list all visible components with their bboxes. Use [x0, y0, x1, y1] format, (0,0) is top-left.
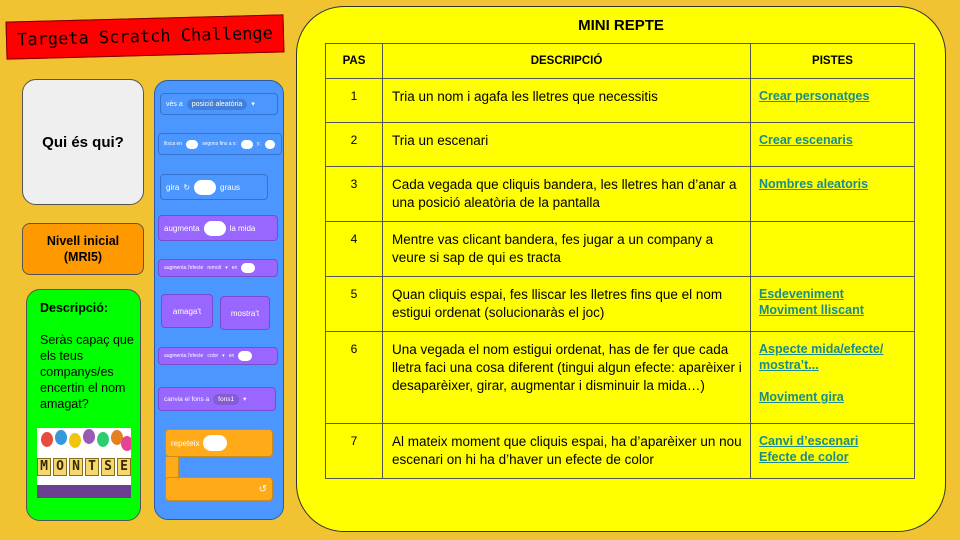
table-row [326, 332, 915, 424]
row-tips [751, 332, 915, 424]
header-descripcio: DESCRIPCIÓ [383, 44, 751, 79]
change-effect-block[interactable]: augmenta l'efecte remolí ▾ en [158, 259, 278, 277]
qui-es-qui-card [22, 79, 144, 205]
tip-link[interactable]: Esdeveniment [759, 287, 844, 301]
row-desc: Tria un escenari [383, 123, 751, 167]
row-num: 5 [326, 277, 383, 332]
row-tips [751, 222, 915, 277]
goto-block[interactable]: vés a posició aleatòria ▾ [160, 93, 278, 115]
table-row [326, 79, 915, 123]
row-tips [751, 277, 915, 332]
tip-link[interactable]: Moviment lliscant [759, 303, 864, 317]
nivell-line1: Nivell inicial [46, 234, 120, 248]
row-desc: Quan cliquis espai, fes lliscar les lletres fins que el nom estigui ordenat (solucionaràs el joc) [383, 277, 751, 332]
tip-link[interactable]: Aspecte mida/efecte/ mostra’t... [759, 342, 884, 372]
color-effect-block[interactable]: augmenta l'efecte color ▾ en [158, 347, 278, 365]
descripcio-title: Descripció: [40, 301, 109, 315]
row-num: 7 [326, 424, 383, 479]
mini-repte-panel [296, 6, 946, 532]
table-row [326, 123, 915, 167]
turn-block[interactable]: gira ↻ graus [160, 174, 268, 200]
row-tips [751, 79, 915, 123]
montse-letters: M O N T S E [37, 458, 131, 476]
steps-table [325, 43, 915, 479]
nivell-card [22, 223, 144, 275]
table-header-row [326, 44, 915, 79]
header-pistes: PISTES [751, 44, 915, 79]
tip-link[interactable]: Moviment gira [759, 390, 844, 404]
nivell-line2: (MRI5) [63, 250, 103, 264]
row-desc: Una vegada el nom estigui ordenat, has de fer que cada lletra faci una cosa diferent (tingui algun efecte: aparèixer i desaparèixer, girar, augmentar i disminuir la mida…) [383, 332, 751, 424]
row-desc: Tria un nom i agafa les lletres que necessitis [383, 79, 751, 123]
row-num: 3 [326, 167, 383, 222]
change-size-block[interactable]: augmenta la mida [158, 215, 278, 241]
row-num: 4 [326, 222, 383, 277]
table-row [326, 424, 915, 479]
tip-link[interactable]: Canvi d’escenari [759, 434, 859, 448]
repeat-block[interactable]: repeteix [165, 429, 273, 457]
tip-link[interactable]: Crear personatges [759, 89, 870, 103]
hide-block[interactable]: amaga't [161, 294, 213, 328]
row-desc: Al mateix moment que cliquis espai, ha d’aparèixer un nou escenari on hi ha d’haver un efecte de color [383, 424, 751, 479]
glide-block[interactable]: llisca en segons fins a x: y: [158, 133, 282, 155]
scratch-blocks-panel [154, 80, 284, 520]
qui-es-qui-label: Qui és qui? [42, 133, 124, 151]
descripcio-body: Seràs capaç que els teus companys/es encertin el nom amagat? [40, 333, 134, 411]
row-tips [751, 167, 915, 222]
descripcio-card [26, 289, 141, 521]
row-tips [751, 123, 915, 167]
table-row [326, 167, 915, 222]
table-row [326, 222, 915, 277]
row-tips [751, 424, 915, 479]
tip-link[interactable]: Nombres aleatoris [759, 177, 869, 191]
row-desc: Mentre vas clicant bandera, fes jugar a un company a veure si sap de qui es tracta [383, 222, 751, 277]
title-banner [6, 14, 285, 59]
row-num: 2 [326, 123, 383, 167]
switch-backdrop-block[interactable]: canvia el fons a fons1 ▾ [158, 387, 276, 411]
header-pas: PAS [326, 44, 383, 79]
row-num: 6 [326, 332, 383, 424]
repeat-block-end [165, 477, 273, 501]
panel-title: MINI REPTE [578, 17, 664, 34]
tip-link[interactable]: Crear escenaris [759, 133, 853, 147]
table-row [326, 277, 915, 332]
row-desc: Cada vegada que cliquis bandera, les lletres han d’anar a una posició aleatòria de la pantalla [383, 167, 751, 222]
row-num: 1 [326, 79, 383, 123]
loop-arrow-icon: ↺ [258, 483, 267, 495]
tip-link[interactable]: Efecte de color [759, 450, 849, 464]
banner-title: Targeta Scratch Challenge [16, 23, 274, 51]
rotate-icon: ↻ [183, 182, 191, 192]
montse-image [37, 428, 131, 498]
show-block[interactable]: mostra't [220, 296, 270, 330]
